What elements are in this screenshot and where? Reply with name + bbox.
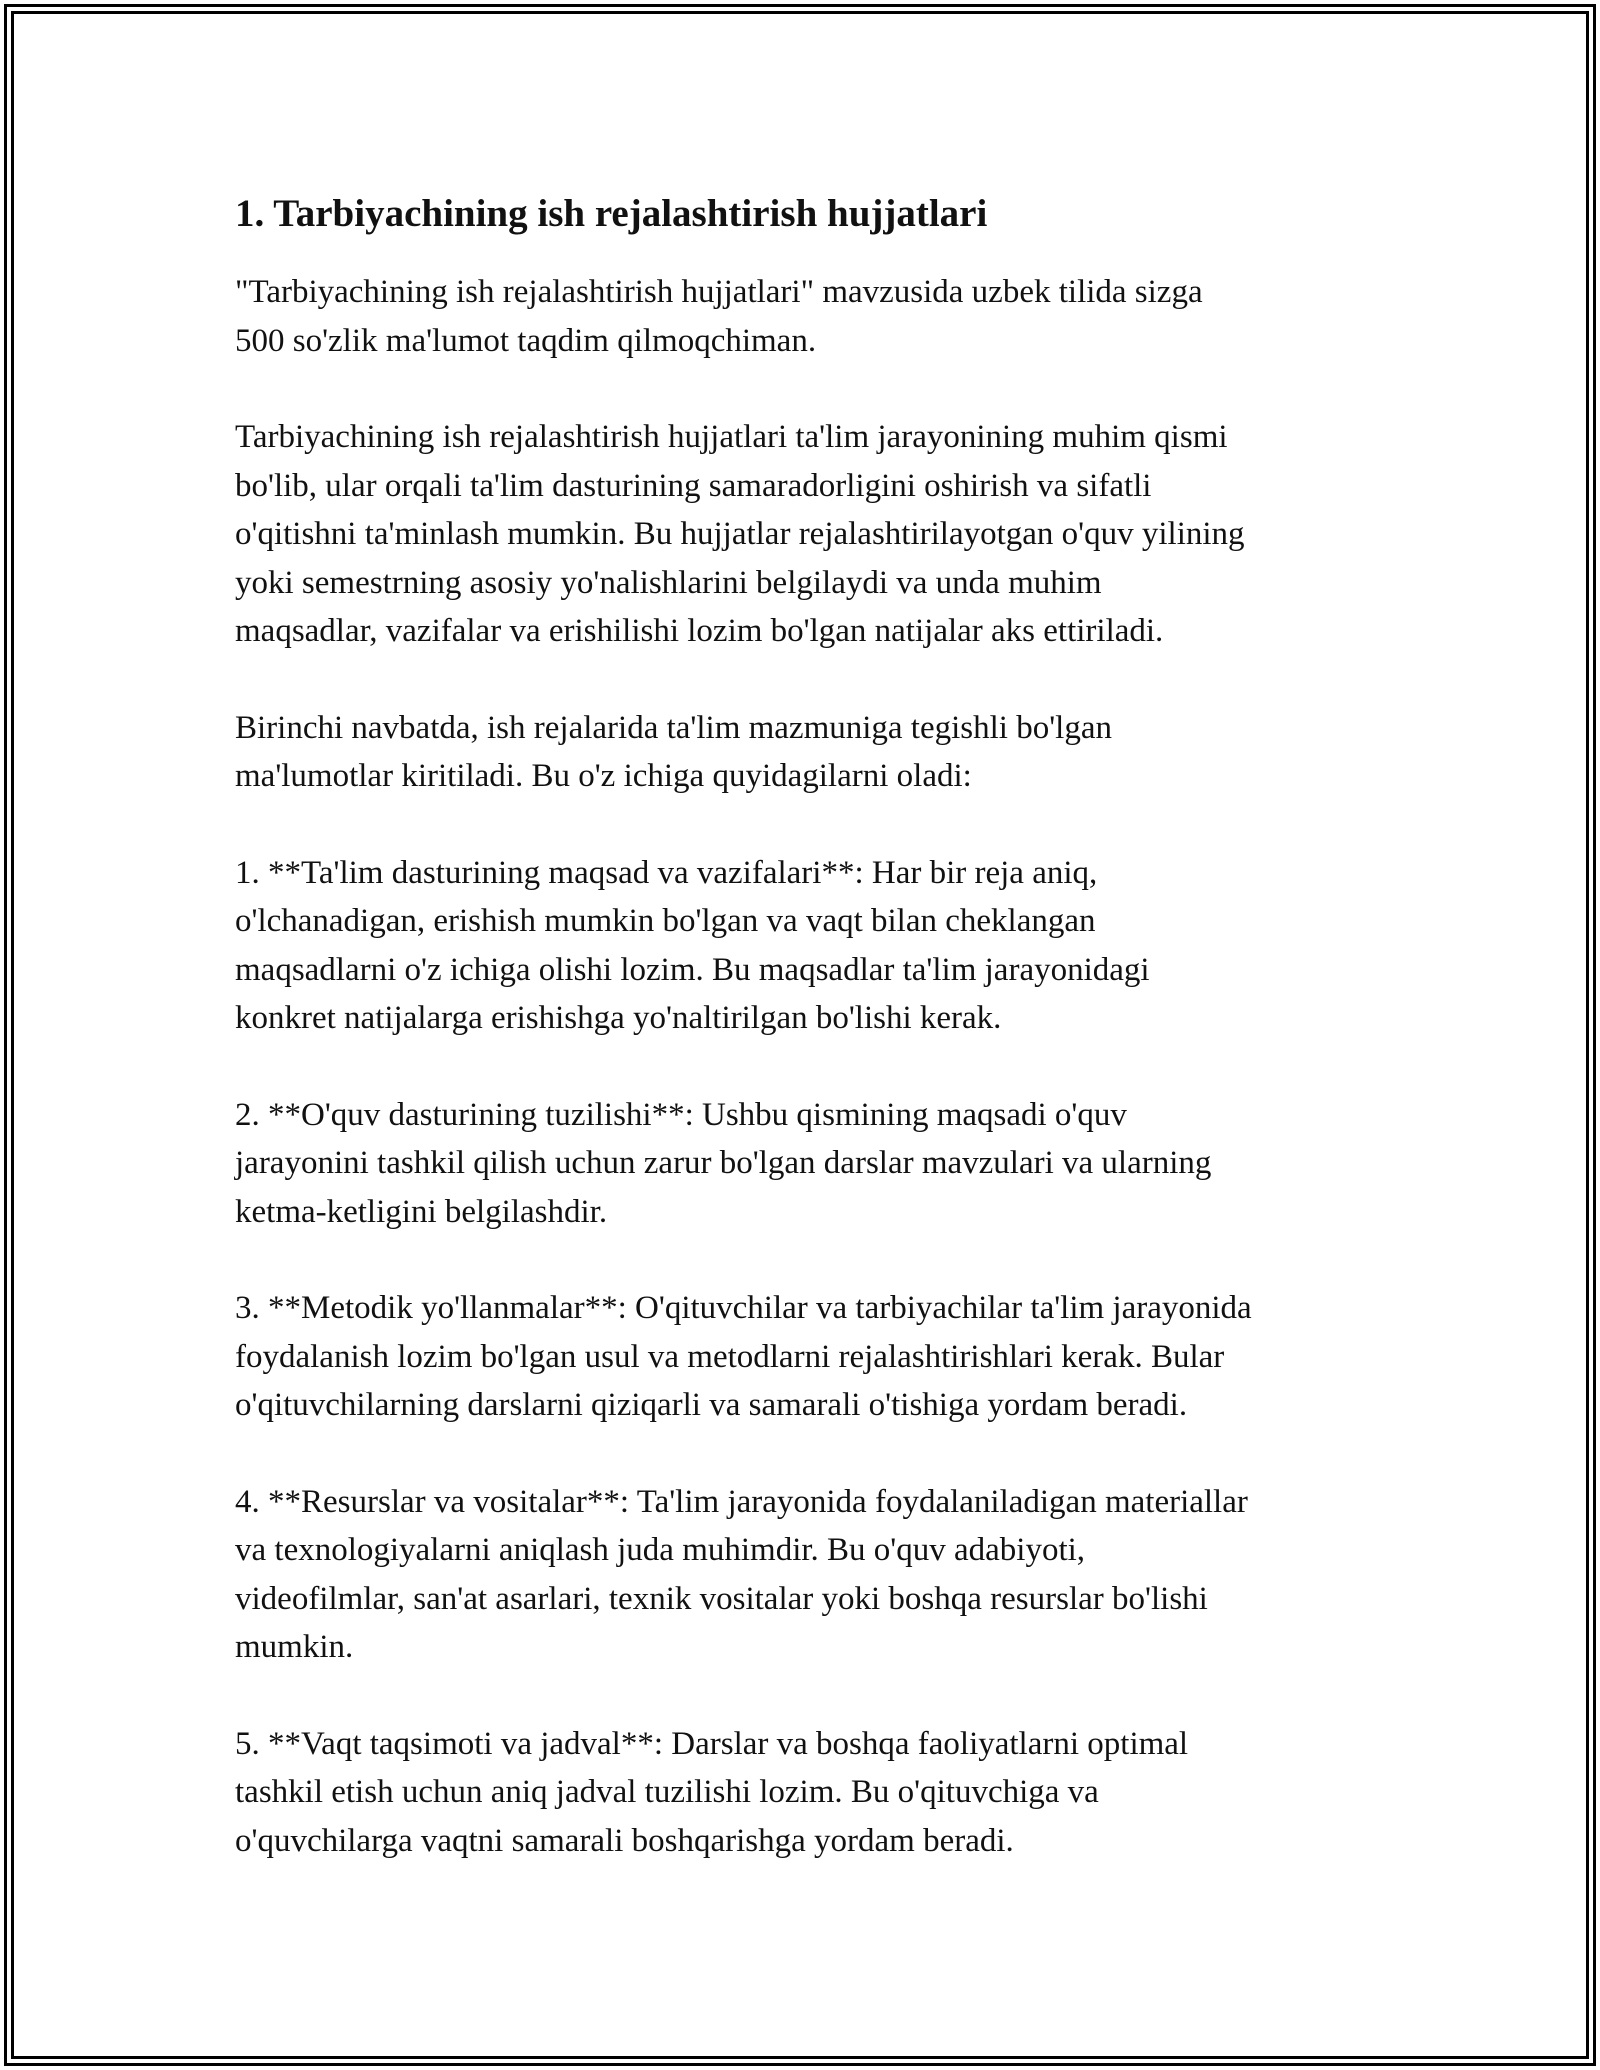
list-item-schedule: 5. **Vaqt taqsimoti va jadval**: Darslar va boshqa faoliyatlarni optimal tashkil etish uchun aniq jadval tuzilishi lozim. Bu o'qituvchiga va o'quvchilarga vaqtni samarali boshqarishga yordam beradi. xyxy=(235,1725,1189,1859)
list-item-structure: 2. **O'quv dasturining tuzilishi**: Ushbu qismining maqsadi o'quv jarayonini tashkil qilish uchun zarur bo'lgan darslar mavzulari va ularning ketma-ketligini belgilashdir. xyxy=(235,1096,1212,1230)
list-item-methods: 3. **Metodik yo'llanmalar**: O'qituvchilar va tarbiyachilar ta'lim jarayonida foydalanish lozim bo'lgan usul va metodlarni rejalashtirishlari kerak. Bular o'qituvchilarning darslarni qiziqarli va samarali o'tishiga yordam beradi. xyxy=(235,1290,1252,1423)
intro-paragraph: "Tarbiyachining ish rejalashtirish hujjatlari" mavzusida uzbek tilida sizga 500 so'zlik ma'lumot taqdim qilmoqchiman. xyxy=(235,274,1203,359)
list-item-resources: 4. **Resurslar va vositalar**: Ta'lim jarayonida foydalaniladigan materiallar va texnologiyalarni aniqlash juda muhimdir. Bu o'quv adabiyoti, videofilmlar, san'at asarlari, texnik vositalar yoki boshqa resurslar bo'lishi mumkin. xyxy=(235,1483,1248,1665)
document-body xyxy=(235,186,1365,1865)
content-intro-paragraph: Birinchi navbatda, ish rejalarida ta'lim mazmuniga tegishli bo'lgan ma'lumotlar kiritiladi. Bu o'z ichiga quyidagilarni oladi: xyxy=(235,709,1112,794)
overview-paragraph: Tarbiyachining ish rejalashtirish hujjatlari ta'lim jarayonining muhim qismi bo'lib, ular orqali ta'lim dasturining samaradorligini oshirish va sifatli o'qitishni ta'minlash mumkin. Bu hujjatlar rejalashtirilayotgan o'quv yilining yoki semestrning asosiy yo'nalishlarini belgilaydi va unda muhim maqsadlar, vazifalar va erishilishi lozim bo'lgan natijalar aks ettiriladi. xyxy=(235,419,1245,649)
document-title: 1. Tarbiyachining ish rejalashtirish hujjatlari xyxy=(235,192,988,235)
list-item-goals: 1. **Ta'lim dasturining maqsad va vazifalari**: Har bir reja aniq, o'lchanadigan, erishish mumkin bo'lgan va vaqt bilan cheklangan maqsadlarni o'z ichiga olishi lozim. Bu maqsadlar ta'lim jarayonidagi konkret natijalarga erishishga yo'naltirilgan bo'lishi kerak. xyxy=(235,854,1150,1036)
